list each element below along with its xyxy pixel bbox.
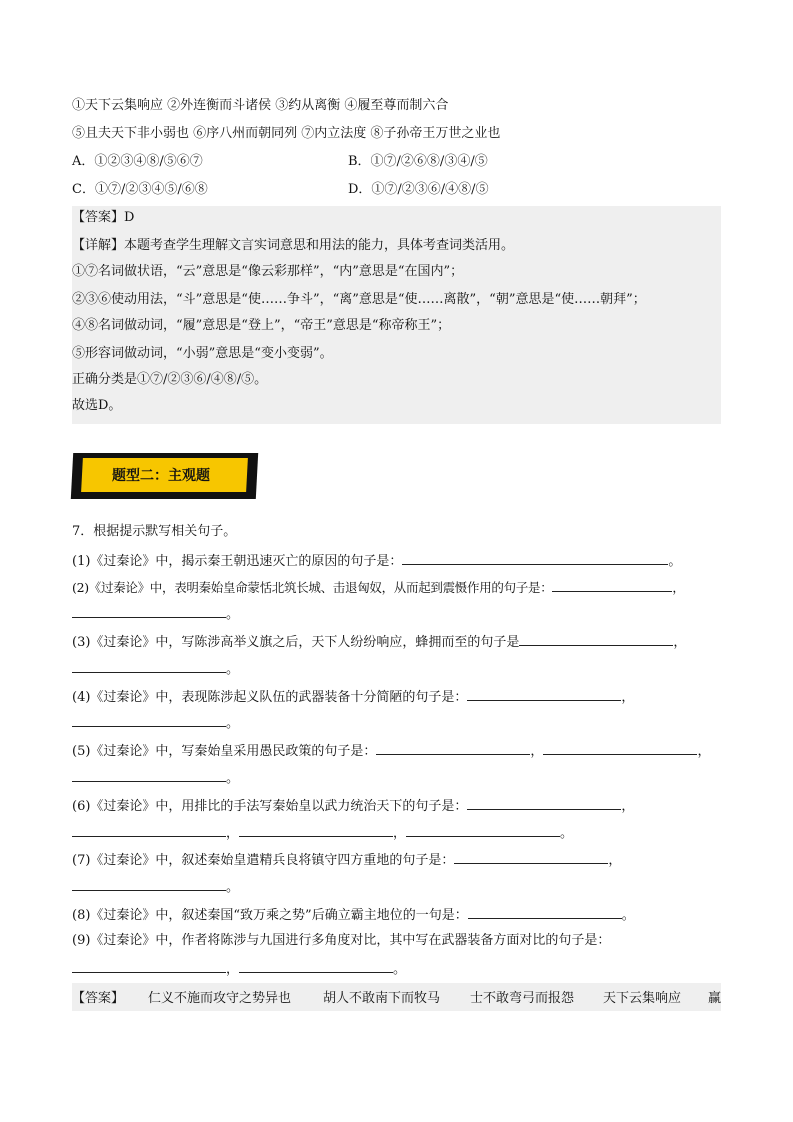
q7-item-5-cont (72, 767, 239, 789)
blank[interactable] (239, 958, 393, 973)
punct: ， (226, 962, 240, 977)
blank[interactable] (72, 767, 226, 782)
q7-item-4 (72, 686, 634, 708)
q7-item-2 (72, 577, 685, 598)
q7-item-3-cont (72, 658, 239, 680)
detail-l6: 故选D。 (72, 398, 122, 413)
choice-c: C．①⑦/②③④⑤/⑥⑧ (72, 182, 208, 197)
blank[interactable] (376, 740, 530, 755)
detail-l4: ⑤形容词做动词，“小弱”意思是“变小变弱”。 (72, 346, 333, 361)
punct: 。 (226, 716, 240, 731)
punct: 。 (226, 607, 240, 622)
q7-item-6-cont (72, 822, 573, 844)
blank[interactable] (454, 849, 608, 864)
q7-s2-text: (2)《过秦论》中，表明秦始皇命蒙恬北筑长城、击退匈奴，从而起到震慑作用的句子是： (72, 580, 553, 595)
punct: 。 (393, 962, 407, 977)
blank[interactable] (72, 658, 226, 673)
blank[interactable] (552, 577, 672, 592)
q7-s7-text: (7)《过秦论》中，叙述秦始皇遣精兵良将镇守四方重地的句子是： (72, 853, 455, 868)
detail-l2: ②③⑥使动用法，“斗”意思是“使……争斗”，“离”意思是“使……离散”，“朝”意思是“使……朝拜”； (72, 292, 646, 307)
detail-label: 【详解】 (72, 238, 125, 253)
blank[interactable] (468, 904, 622, 919)
answer-2: 胡人不敢南下而牧马 (323, 991, 441, 1006)
q7-title: 7．根据提示默写相关句子。 (72, 524, 237, 539)
choice-a: A．①②③④⑧/⑤⑥⑦ (72, 154, 203, 169)
punct: ， (697, 744, 711, 759)
choice-d: D．①⑦/②③⑥/④⑧/⑤ (348, 182, 489, 197)
blank[interactable] (402, 550, 668, 565)
punct: 。 (226, 771, 240, 786)
blank[interactable] (543, 740, 697, 755)
punct: ， (673, 635, 687, 650)
answer-4: 天下云集响应 (603, 991, 682, 1006)
q7-s3-text: (3)《过秦论》中，写陈涉高举义旗之后，天下人纷纷响应，蜂拥而至的句子是 (72, 635, 520, 650)
blank[interactable] (72, 876, 226, 891)
q7-item-7-cont (72, 876, 239, 898)
blank[interactable] (406, 822, 560, 837)
section-title: 题型二：主观题 (112, 468, 210, 484)
q7-item-2-cont (72, 603, 239, 625)
punct: ， (621, 690, 635, 705)
option-line-2: ⑤且夫天下非小弱也 ⑥序八州而朝同列 ⑦内立法度 ⑧子孙帝王万世之业也 (72, 126, 501, 141)
blank[interactable] (467, 686, 621, 701)
blank[interactable] (519, 631, 673, 646)
q7-item-9-cont (72, 958, 406, 980)
q7-item-7 (72, 849, 621, 871)
detail-line (72, 236, 514, 256)
punct: ， (393, 826, 407, 841)
answer-label: 【答案】 (72, 210, 125, 225)
answer-value: D (124, 210, 135, 225)
blank[interactable] (239, 822, 393, 837)
detail-l1: ①⑦名词做状语，“云”意思是“像云彩那样”，“内”意思是“在国内”； (72, 264, 464, 279)
punct: ， (226, 826, 240, 841)
q7-s8-text: (8)《过秦论》中，叙述秦国“致万乘之势”后确立霸主地位的一句是： (72, 908, 468, 923)
punct: ， (608, 853, 622, 868)
answers-row (72, 983, 721, 1011)
q7-item-6 (72, 795, 634, 817)
blank[interactable] (467, 795, 621, 810)
punct: ， (672, 580, 685, 595)
punct: ， (530, 744, 544, 759)
choice-b: B．①⑦/②⑥⑧/③④/⑤ (348, 154, 488, 169)
q7-s1-text: (1)《过秦论》中，揭示秦王朝迅速灭亡的原因的句子是： (72, 554, 403, 569)
detail-l3: ④⑧名词做动词，“履”意思是“登上”，“帝王”意思是“称帝称王”； (72, 318, 451, 333)
section-heading (72, 453, 257, 499)
answer-1: 仁义不施而攻守之势异也 (148, 991, 292, 1006)
punct: ， (621, 799, 635, 814)
q7-s4-text: (4)《过秦论》中，表现陈涉起义队伍的武器装备十分简陋的句子是： (72, 690, 468, 705)
punct: 。 (226, 662, 240, 677)
q7-s5-text: (5)《过秦论》中，写秦始皇采用愚民政策的句子是： (72, 744, 377, 759)
blank[interactable] (72, 822, 226, 837)
q7-item-1 (72, 550, 681, 572)
punct: 。 (226, 880, 240, 895)
answer-line (72, 208, 134, 228)
q7-item-4-cont (72, 712, 239, 734)
answers-label: 【答案】 (72, 991, 125, 1006)
detail-l5: 正确分类是①⑦/②③⑥/④⑧/⑤。 (72, 372, 268, 387)
q7-item-9: (9)《过秦论》中，作者将陈涉与九国进行多角度对比，其中写在武器装备方面对比的句子是： (72, 933, 611, 948)
q7-item-8 (72, 904, 635, 926)
punct: 。 (560, 826, 574, 841)
option-line-1: ①天下云集响应 ②外连衡而斗诸侯 ③约从离衡 ④履至尊而制六合 (72, 98, 449, 113)
blank[interactable] (72, 603, 226, 618)
q7-item-5 (72, 740, 710, 762)
q7-item-3 (72, 631, 686, 653)
punct: 。 (668, 554, 682, 569)
detail-text: 本题考查学生理解文言实词意思和用法的能力，具体考查词类活用。 (124, 238, 515, 253)
q7-s6-text: (6)《过秦论》中，用排比的手法写秦始皇以武力统治天下的句子是： (72, 799, 468, 814)
answer-5: 赢 (708, 991, 722, 1006)
answer-3: 士不敢弯弓而报怨 (470, 991, 575, 1006)
punct: 。 (621, 908, 635, 923)
blank[interactable] (72, 958, 226, 973)
blank[interactable] (72, 712, 226, 727)
